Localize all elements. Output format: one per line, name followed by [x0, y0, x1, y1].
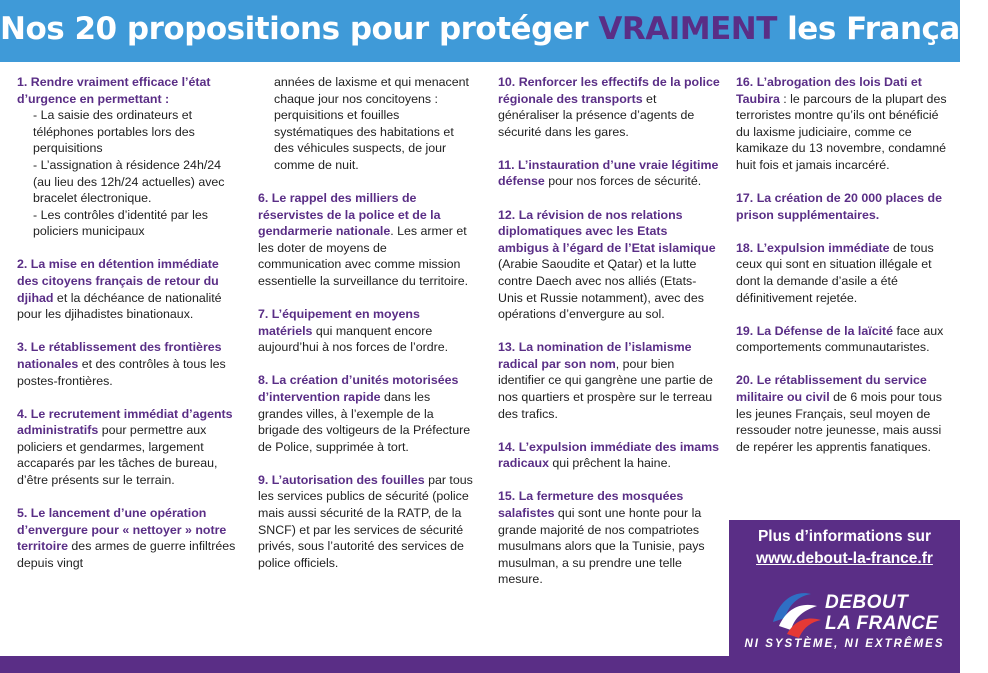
party-logo-icon — [765, 582, 825, 642]
proposal-number: 9. — [258, 472, 269, 487]
proposal-number: 14. — [498, 439, 516, 454]
proposal-title: La fermeture des mosquées salafistes — [498, 489, 684, 520]
proposal-11 — [498, 157, 720, 190]
proposal-title: Le rappel des milliers de réservistes de la police et de la gendarmerie nationale — [258, 191, 441, 239]
proposal-16 — [736, 74, 950, 174]
proposal-17 — [736, 190, 950, 223]
proposal-9 — [258, 472, 473, 572]
proposal-title: La révision de nos relations diplomatiques avec les Etats ambigus à l’égard de l’Etat islamique — [498, 207, 716, 255]
proposal-number: 11. — [498, 157, 515, 172]
proposal-text: dans les grandes villes, à l’exemple de la brigade des voltigeurs de la Préfecture de Police, supprimée à tort. — [258, 390, 471, 454]
proposal-title: La nomination de l’islamisme radical par son nom — [498, 340, 692, 371]
proposal-number: 3. — [17, 340, 28, 355]
proposal-text: et généraliser la présence d’agents de sécurité dans les gares. — [498, 91, 695, 139]
proposal-text: de 6 mois pour tous les jeunes Français, seul moyen de ressouder notre jeunesse, mais aussi de repérer les apprentis fanatiques. — [736, 389, 942, 454]
proposal-title: La création d’unités motorisées d’intervention rapide — [258, 373, 459, 404]
logo-wordmark — [825, 592, 939, 634]
proposal-title: L’expulsion immédiate — [756, 240, 890, 255]
proposal-number: 15. — [498, 489, 516, 504]
proposal-2 — [17, 256, 242, 322]
proposal-title: L’autorisation des fouilles — [271, 472, 425, 487]
proposal-detail: - Les contrôles d’identité par les policiers municipaux — [33, 207, 208, 239]
title-part-2: les Français — [776, 11, 988, 47]
proposal-14 — [498, 439, 720, 472]
proposal-title: L’abrogation des lois Dati et Taubira — [736, 75, 922, 106]
proposal-title: Le recrutement immédiat d’agents administratifs — [17, 406, 233, 438]
header-banner — [0, 0, 988, 62]
slogan: NI SYSTÈME, NI EXTRÊMES — [744, 638, 945, 650]
proposal-number: 1. — [17, 75, 28, 89]
proposal-text: qui sont une honte pour la grande majorité de nos compatriotes musulmans alors que la Tunisie, pays musulman, a su prendre une telle mesure. — [498, 505, 705, 587]
column-2 — [258, 74, 473, 588]
proposal-title: L’instauration d’une vraie légitime défense — [498, 157, 719, 189]
proposal-4 — [17, 406, 242, 489]
proposal-7 — [258, 306, 473, 356]
column-3 — [498, 74, 720, 604]
proposal-title: Rendre vraiment efficace l’état d’urgence en permettant : — [17, 75, 211, 106]
proposal-number: 7. — [258, 307, 269, 322]
column-1 — [17, 74, 242, 588]
proposal-number: 17. — [736, 191, 754, 206]
proposal-text: , pour bien identifier ce qui gangrène une partie de nos quartiers et prospère sur le terreau des trafics. — [498, 356, 713, 421]
proposal-text: pour nos forces de sécurité. — [544, 174, 702, 189]
proposal-text: qui prêchent la haine. — [548, 456, 671, 471]
proposal-number: 6. — [258, 191, 269, 206]
proposal-number: 18. — [736, 240, 754, 255]
proposal-13 — [498, 339, 720, 422]
proposal-text: par tous les services publics de sécurité (police mais aussi sécurité de la RATP, de la SNCF) et par les services de sécurité privés, sous l’autorité des services de police officiels. — [258, 472, 473, 570]
proposal-title: Le rétablissement des frontières nationales — [17, 340, 222, 371]
proposal-19 — [736, 323, 950, 356]
proposal-text: qui manquent encore aujourd’hui à nos forces de l’ordre. — [258, 323, 449, 355]
proposal-title: Renforcer les effectifs de la police régionale des transports — [498, 75, 720, 106]
proposal-text: et la déchéance de nationalité pour les djihadistes binationaux. — [17, 290, 222, 322]
website-link[interactable]: www.debout-la-france.fr — [756, 550, 933, 567]
proposal-detail: - La saisie des ordinateurs et téléphones portables lors des perquisitions — [33, 108, 195, 156]
promo-box — [729, 520, 960, 662]
page-title — [0, 11, 988, 47]
proposal-title: Le rétablissement du service militaire ou civil — [736, 373, 927, 404]
proposal-number: 10. — [498, 75, 516, 89]
proposal-6 — [258, 190, 473, 290]
promo-heading: Plus d’informations sur — [757, 528, 932, 545]
proposal-title: L’équipement en moyens matériels — [258, 307, 420, 338]
proposal-text: pour permettre aux policiers et gendarmes, largement accaparés par les tâches de bureau, d’être présents sur le terrain. — [17, 423, 218, 487]
proposal-number: 19. — [736, 323, 754, 338]
proposal-number: 2. — [17, 257, 28, 272]
proposal-1 — [17, 74, 242, 240]
proposal-number: 8. — [258, 373, 269, 388]
logo-line-2: LA FRANCE — [825, 613, 939, 634]
title-highlight: VRAIMENT — [598, 11, 777, 47]
proposal-10 — [498, 74, 720, 140]
proposal-number: 5. — [17, 506, 28, 521]
proposal-title: La Défense de la laïcité — [756, 323, 894, 338]
proposal-title: Le lancement d’une opération d’envergure pour « nettoyer » notre territoire — [17, 506, 227, 554]
proposal-number: 20. — [736, 373, 754, 388]
footer-bar — [0, 656, 960, 673]
proposal-5 — [17, 505, 242, 571]
proposal-18 — [736, 240, 950, 306]
proposal-text: de tous ceux qui sont en situation illégale et dont la demande d’asile a été définitivement rejetée. — [736, 240, 934, 305]
proposal-15 — [498, 488, 720, 588]
proposal-text: : le parcours de la plupart des terroristes montre qu’ils ont bénéficié du laxisme judiciaire, comme ce kamikaze du 13 novembre, condamné huit fois et jamais incarcéré. — [736, 91, 947, 172]
proposal-number: 16. — [736, 75, 754, 89]
proposal-number: 13. — [498, 340, 516, 355]
proposal-number: 12. — [498, 207, 516, 222]
title-part-1: Nos 20 propositions pour protéger — [0, 11, 599, 47]
proposal-12 — [498, 207, 720, 323]
proposal-text: des armes de guerre infiltrées depuis vingt — [17, 539, 236, 570]
proposal-8 — [258, 372, 473, 455]
column-4 — [736, 74, 950, 472]
proposal-20 — [736, 372, 950, 455]
proposal-5-continuation: années de laxisme et qui menacent chaque jour nos concitoyens : perquisitions et fouilles systématiques des habitations et des véhicules suspects, de jour comme de nuit. — [274, 75, 469, 172]
proposal-text: face aux comportements communautaristes. — [736, 323, 944, 355]
proposal-text: (Arabie Saoudite et Qatar) et la lutte contre Daech avec nos alliés (Etats-Unis et Russie notamment), avec des opérations d’envergure au sol. — [498, 257, 704, 322]
proposal-title: La création de 20 000 places de prison supplémentaires. — [736, 191, 942, 222]
proposal-text: et des contrôles à tous les postes-frontières. — [17, 356, 226, 388]
proposal-title: L’expulsion immédiate des imams radicaux — [498, 439, 720, 471]
proposal-number: 4. — [17, 406, 28, 421]
proposal-3 — [17, 339, 242, 389]
proposal-title: La mise en détention immédiate des citoyens français de retour du djihad — [17, 257, 219, 305]
logo-line-1: DEBOUT — [825, 592, 909, 613]
proposal-detail: - L’assignation à résidence 24h/24 (au lieu des 12h/24 actuelles) avec bracelet électronique. — [33, 157, 225, 206]
proposal-text: . Les armer et les doter de moyens de communication avec comme mission essentielle la surveillance du territoire. — [258, 224, 469, 289]
